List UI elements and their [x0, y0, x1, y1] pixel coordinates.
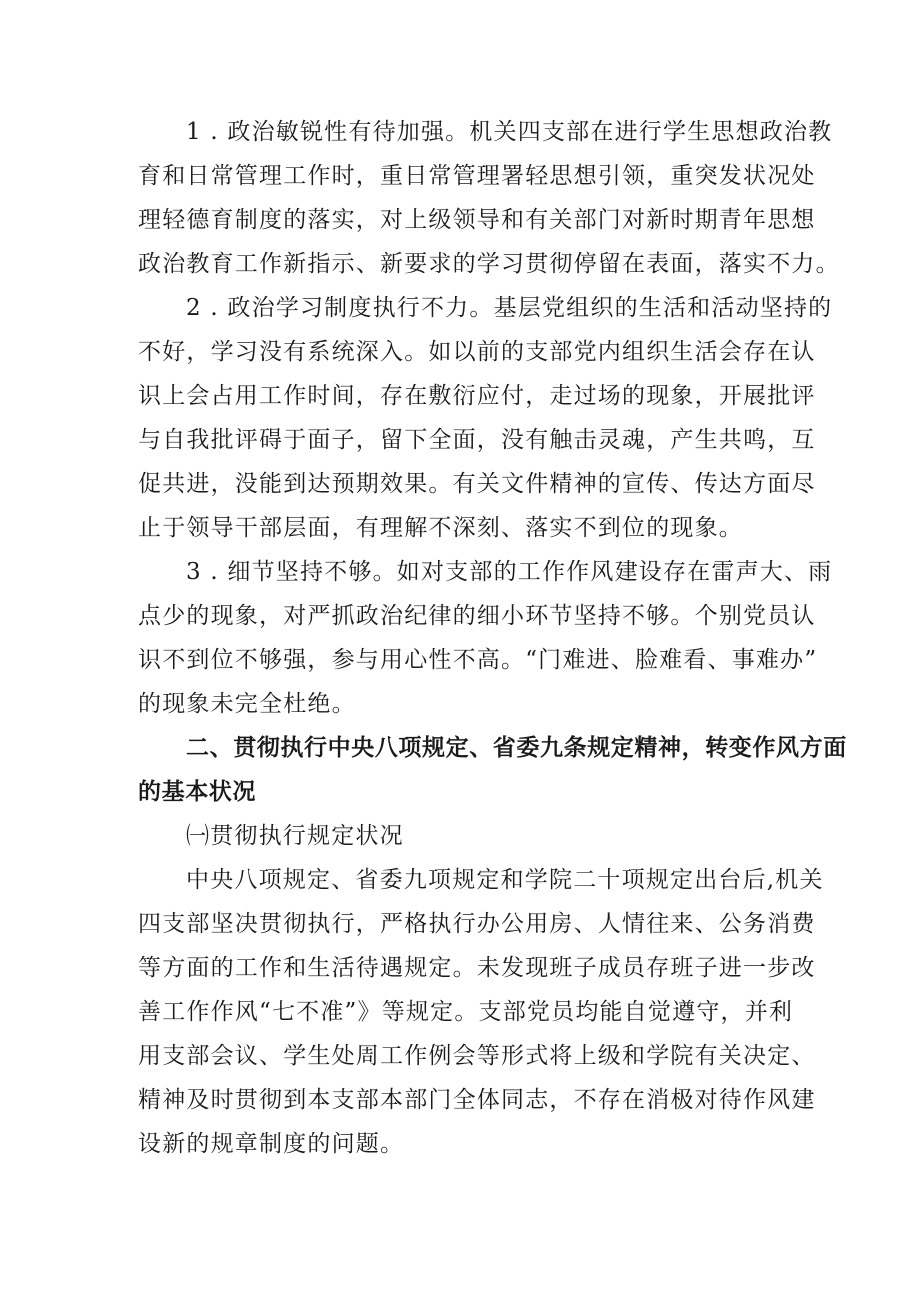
- paragraph-line: 政治教育工作新指示、新要求的学习贯彻停留在表面，落实不力。: [138, 251, 840, 277]
- section-heading-line: 二、贯彻执行中央八项规定、省委九条规定精神，转变作风方面: [186, 735, 847, 761]
- paragraph-line: 育和日常管理工作时，重日常管理署轻思想引领，重突发状况处: [138, 163, 816, 189]
- section-heading-line: 的基本状况: [138, 779, 256, 805]
- paragraph-line: 促共进，没能到达预期效果。有关文件精神的宣传、传达方面尽: [138, 471, 816, 497]
- paragraph-line: 与自我批评碍于面子，留下全面，没有触击灵魂，产生共鸣，互: [138, 427, 816, 453]
- paragraph-line: 四支部坚决贯彻执行，严格执行办公用房、人情往来、公务消费: [138, 911, 816, 937]
- paragraph-line: 识上会占用工作时间，存在敷衍应付，走过场的现象，开展批评: [138, 383, 816, 409]
- paragraph-line: 中央八项规定、省委九项规定和学院二十项规定出台后,机关: [186, 867, 824, 893]
- paragraph-line: 善工作作风“七不准”》等规定。支部党员均能自觉遵守，并利: [138, 999, 794, 1025]
- paragraph-line: 设新的规章制度的问题。: [138, 1131, 405, 1157]
- paragraph-line: 用支部会议、学生处周工作例会等形式将上级和学院有关决定、: [138, 1043, 816, 1069]
- paragraph-line: 不好，学习没有系统深入。如以前的支部党内组织生活会存在认: [138, 339, 816, 365]
- paragraph-line: 识不到位不够强，参与用心性不高。“门难进、脸难看、事难办”: [138, 647, 818, 673]
- paragraph-line: 3 . 细节坚持不够。如对支部的工作作风建设存在雷声大、雨: [186, 559, 833, 585]
- paragraph-line: 精神及时贯彻到本支部本部门全体同志，不存在消极对待作风建: [138, 1087, 816, 1113]
- paragraph-line: 止于领导干部层面，有理解不深刻、落实不到位的现象。: [138, 515, 743, 541]
- paragraph-line: 2 . 政治学习制度执行不力。基层党组织的生活和活动坚持的: [186, 295, 833, 321]
- paragraph-line: 点少的现象，对严抓政治纪律的细小环节坚持不够。个别党员认: [138, 603, 816, 629]
- paragraph-line: 的现象未完全杜绝。: [138, 691, 356, 717]
- paragraph-line: 等方面的工作和生活待遇规定。未发现班子成员存班子进一步改: [138, 955, 816, 981]
- paragraph-line: 1 . 政治敏锐性有待加强。机关四支部在进行学生思想政治教: [186, 119, 833, 145]
- subsection-heading-line: ㈠贯彻执行规定状况: [186, 823, 404, 849]
- paragraph-line: 理轻德育制度的落实，对上级领导和有关部门对新时期青年思想: [138, 207, 816, 233]
